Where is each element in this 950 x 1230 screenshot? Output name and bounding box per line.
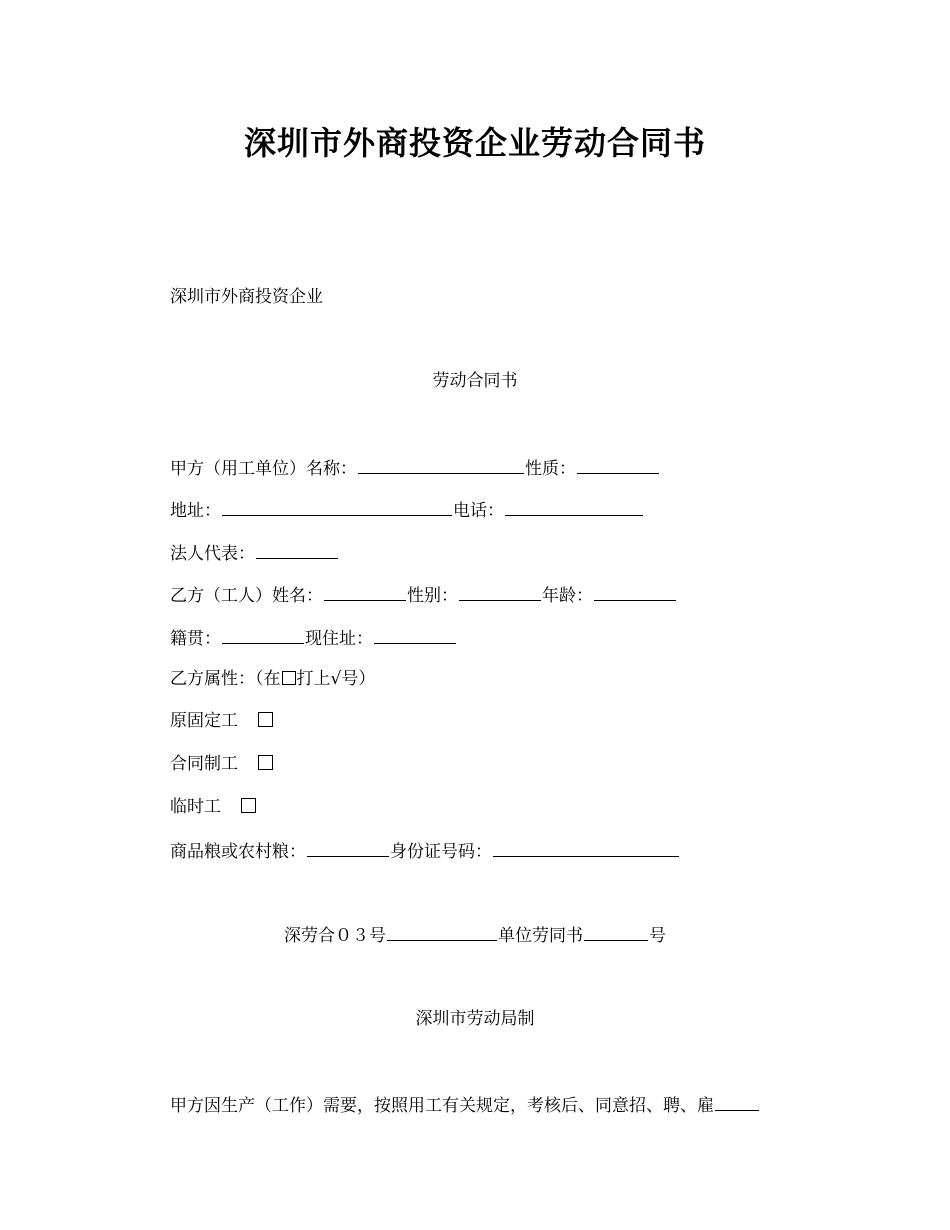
option-row-temporary [170, 795, 256, 819]
party-b-age-field[interactable] [594, 582, 676, 601]
id-label: 身份证号码： [390, 842, 492, 862]
legal-rep-label: 法人代表： [170, 544, 255, 564]
option-checkbox-fixed[interactable] [258, 712, 273, 727]
contract-no-field-1[interactable] [387, 922, 497, 941]
legal-rep-row [170, 540, 339, 566]
party-b-age-label: 年龄： [542, 586, 593, 606]
grain-id-row [170, 838, 680, 864]
grain-field[interactable] [307, 838, 389, 857]
party-b-attribute-row [170, 667, 375, 691]
option-label-contract: 合同制工 [170, 754, 238, 774]
issuer: 深圳市劳动局制 [415, 1009, 535, 1029]
party-b-residence-label: 现住址： [305, 629, 373, 649]
checkbox-icon [282, 671, 296, 685]
contract-no-field-2[interactable] [584, 922, 648, 941]
option-row-fixed [170, 709, 273, 733]
contract-no-middle: 单位劳同书 [498, 926, 583, 946]
contract-no-suffix: 号 [649, 926, 666, 946]
party-a-nature-label: 性质： [525, 459, 576, 479]
party-b-origin-row [170, 625, 457, 651]
contract-no-prefix: 深劳合０３号 [284, 926, 386, 946]
party-b-name-row [170, 582, 677, 608]
party-b-name-label: 乙方（工人）姓名： [170, 586, 323, 606]
party-b-name-field[interactable] [324, 582, 406, 601]
body-text-row [170, 1092, 760, 1118]
party-a-address-field[interactable] [222, 497, 452, 516]
document-title: 深圳市外商投资企业劳动合同书 [243, 124, 706, 162]
subtitle-center: 劳动合同书 [432, 371, 518, 391]
party-a-address-row [170, 497, 644, 523]
party-a-phone-label: 电话： [453, 501, 504, 521]
option-label-fixed: 原固定工 [170, 711, 238, 731]
party-a-address-label: 地址： [170, 501, 221, 521]
party-b-residence-field[interactable] [374, 625, 456, 644]
party-b-gender-field[interactable] [459, 582, 541, 601]
contract-number-row [0, 922, 950, 948]
attribute-label-post: 打上√号） [296, 669, 376, 689]
party-a-name-row [170, 455, 660, 481]
attribute-label-pre: 乙方属性：（在 [170, 669, 281, 689]
subtitle-left: 深圳市外商投资企业 [170, 287, 323, 307]
legal-rep-field[interactable] [256, 540, 338, 559]
body-text-field[interactable] [715, 1092, 759, 1111]
party-b-gender-label: 性别： [407, 586, 458, 606]
party-b-origin-label: 籍贯： [170, 629, 221, 649]
party-a-name-label: 甲方（用工单位）名称： [170, 459, 357, 479]
party-b-origin-field[interactable] [222, 625, 304, 644]
grain-label: 商品粮或农村粮： [170, 842, 306, 862]
option-row-contract [170, 752, 273, 776]
party-a-nature-field[interactable] [577, 455, 659, 474]
party-a-name-field[interactable] [358, 455, 524, 474]
option-checkbox-temporary[interactable] [241, 798, 256, 813]
option-label-temporary: 临时工 [170, 797, 221, 817]
option-checkbox-contract[interactable] [258, 755, 273, 770]
party-a-phone-field[interactable] [505, 497, 643, 516]
body-text: 甲方因生产（工作）需要，按照用工有关规定，考核后、同意招、聘、雇 [170, 1096, 714, 1116]
id-field[interactable] [493, 838, 679, 857]
